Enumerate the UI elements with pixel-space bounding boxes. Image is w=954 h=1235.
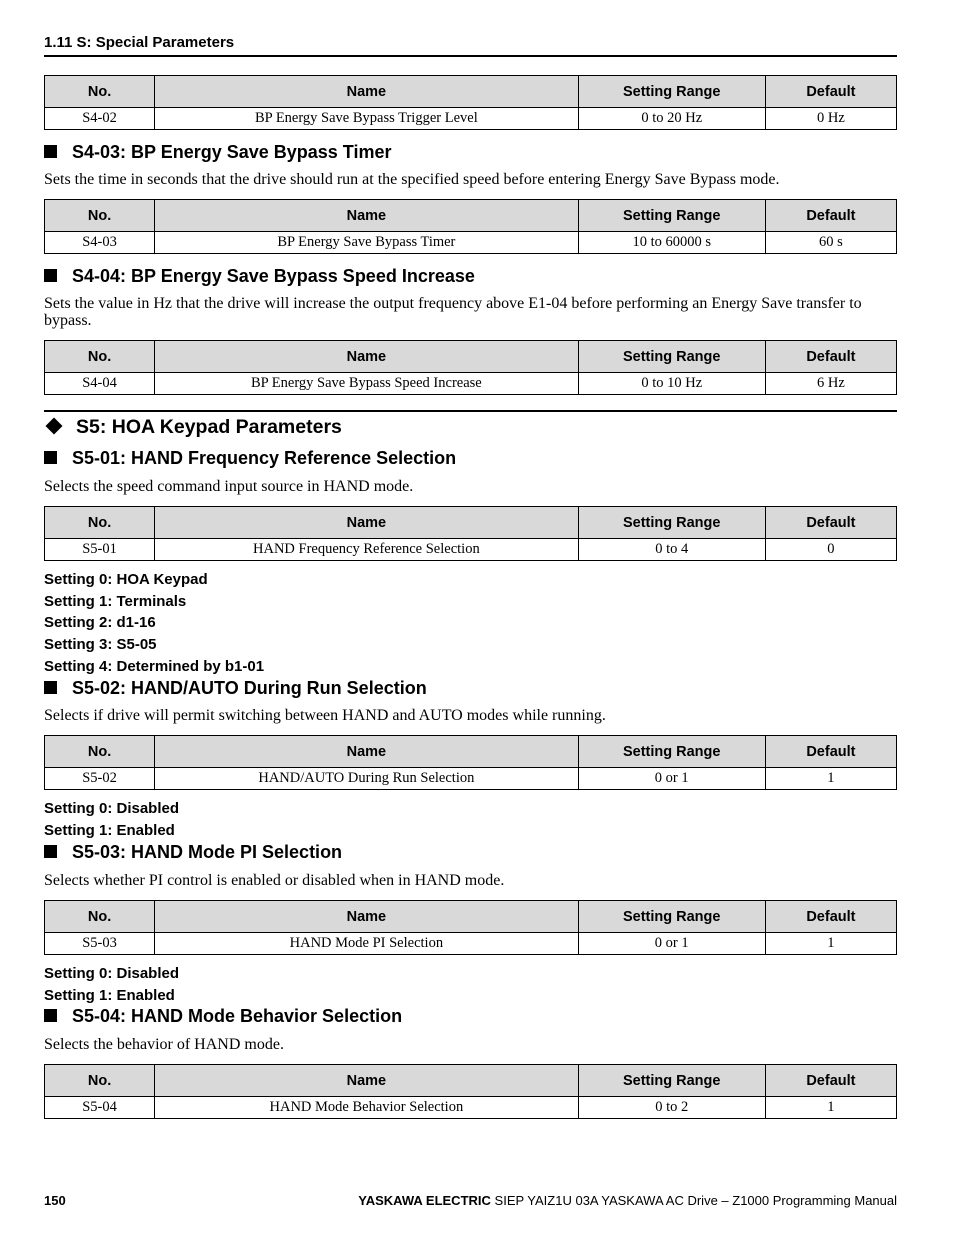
parameter-table-s4-03 — [44, 199, 897, 254]
cell-no: S5-03 — [45, 933, 155, 955]
column-header-no: No. — [45, 736, 155, 768]
cell-no: S4-02 — [45, 108, 155, 130]
column-header-name: Name — [155, 736, 578, 768]
column-header-default: Default — [765, 341, 896, 373]
column-header-range: Setting Range — [578, 200, 765, 232]
cell-no: S4-04 — [45, 373, 155, 395]
table-row — [45, 108, 897, 130]
footer-manual-title: SIEP YAIZ1U 03A YASKAWA AC Drive – Z1000 Programming Manual — [494, 1193, 897, 1208]
parameter-table-s4-02 — [44, 75, 897, 130]
square-bullet-icon — [44, 145, 57, 158]
column-header-default: Default — [765, 76, 896, 108]
description-s5-04: Selects the behavior of HAND mode. — [44, 1036, 284, 1053]
square-bullet-icon — [44, 451, 57, 464]
section-header-title: 1.11 S: Special Parameters — [44, 34, 235, 51]
cell-range: 0 to 20 Hz — [578, 108, 765, 130]
heading-s5-02 — [44, 678, 427, 699]
parameter-table-s5-02 — [44, 735, 897, 790]
column-header-default: Default — [765, 901, 896, 933]
cell-range: 0 to 4 — [578, 539, 765, 561]
setting-item: Setting 3: S5-05 — [44, 636, 157, 653]
cell-name: HAND/AUTO During Run Selection — [155, 768, 578, 790]
heading-text: S5-02: HAND/AUTO During Run Selection — [72, 678, 427, 698]
column-header-no: No. — [45, 200, 155, 232]
description-s5-02: Selects if drive will permit switching between HAND and AUTO modes while running. — [44, 707, 606, 724]
table-row — [45, 933, 897, 955]
cell-default: 0 — [765, 539, 896, 561]
parameter-table-s4-04 — [44, 340, 897, 395]
cell-name: BP Energy Save Bypass Timer — [155, 232, 578, 254]
column-header-default: Default — [765, 200, 896, 232]
setting-item: Setting 0: HOA Keypad — [44, 571, 208, 588]
column-header-no: No. — [45, 901, 155, 933]
setting-item: Setting 1: Terminals — [44, 593, 187, 610]
cell-default: 0 Hz — [765, 108, 896, 130]
table-header-row — [45, 901, 897, 933]
cell-range: 0 to 10 Hz — [578, 373, 765, 395]
column-header-range: Setting Range — [578, 736, 765, 768]
description-s4-03: Sets the time in seconds that the drive should run at the specified speed before entering Energy Save Bypass mode. — [44, 171, 780, 188]
column-header-range: Setting Range — [578, 901, 765, 933]
column-header-default: Default — [765, 736, 896, 768]
column-header-range: Setting Range — [578, 76, 765, 108]
heading-s5-04 — [44, 1006, 402, 1027]
header-rule — [44, 55, 897, 57]
footer-manual-info — [358, 1193, 897, 1208]
setting-item: Setting 1: Enabled — [44, 822, 175, 839]
table-header-row — [45, 736, 897, 768]
table-row — [45, 539, 897, 561]
table-header-row — [45, 1065, 897, 1097]
square-bullet-icon — [44, 1009, 57, 1022]
column-header-no: No. — [45, 341, 155, 373]
section-rule — [44, 410, 897, 412]
cell-default: 6 Hz — [765, 373, 896, 395]
column-header-range: Setting Range — [578, 1065, 765, 1097]
cell-no: S5-01 — [45, 539, 155, 561]
setting-item: Setting 1: Enabled — [44, 987, 175, 1004]
table-header-row — [45, 76, 897, 108]
setting-item: Setting 0: Disabled — [44, 800, 180, 817]
column-header-range: Setting Range — [578, 341, 765, 373]
column-header-name: Name — [155, 200, 578, 232]
square-bullet-icon — [44, 681, 57, 694]
heading-text: S5-01: HAND Frequency Reference Selection — [72, 448, 457, 468]
cell-range: 10 to 60000 s — [578, 232, 765, 254]
heading-s4-03 — [44, 142, 392, 163]
cell-name: HAND Mode PI Selection — [155, 933, 578, 955]
column-header-name: Name — [155, 507, 578, 539]
column-header-no: No. — [45, 507, 155, 539]
heading-s5-03 — [44, 842, 342, 863]
cell-name: HAND Frequency Reference Selection — [155, 539, 578, 561]
table-row — [45, 1097, 897, 1119]
square-bullet-icon — [44, 269, 57, 282]
table-row — [45, 232, 897, 254]
description-s4-04: Sets the value in Hz that the drive will increase the output frequency above E1-04 before performing an Energy Save transfer to bypass. — [44, 295, 862, 329]
setting-item: Setting 4: Determined by b1-01 — [44, 658, 265, 675]
heading-text: S4-04: BP Energy Save Bypass Speed Increase — [72, 266, 475, 286]
column-header-name: Name — [155, 76, 578, 108]
description-s5-03: Selects whether PI control is enabled or disabled when in HAND mode. — [44, 872, 505, 889]
table-header-row — [45, 507, 897, 539]
heading-text: S5: HOA Keypad Parameters — [76, 416, 342, 438]
cell-default: 60 s — [765, 232, 896, 254]
parameter-table-s5-03 — [44, 900, 897, 955]
heading-s4-04 — [44, 266, 475, 287]
description-s5-01: Selects the speed command input source in HAND mode. — [44, 478, 414, 495]
table-header-row — [45, 341, 897, 373]
column-header-no: No. — [45, 1065, 155, 1097]
column-header-no: No. — [45, 76, 155, 108]
column-header-default: Default — [765, 1065, 896, 1097]
cell-range: 0 or 1 — [578, 933, 765, 955]
cell-default: 1 — [765, 1097, 896, 1119]
parameter-table-s5-04 — [44, 1064, 897, 1119]
page-number: 150 — [44, 1193, 66, 1208]
footer-brand: YASKAWA ELECTRIC — [358, 1193, 491, 1208]
heading-s5 — [44, 416, 342, 439]
column-header-name: Name — [155, 901, 578, 933]
setting-item: Setting 0: Disabled — [44, 965, 180, 982]
column-header-name: Name — [155, 1065, 578, 1097]
column-header-name: Name — [155, 341, 578, 373]
cell-range: 0 to 2 — [578, 1097, 765, 1119]
cell-name: BP Energy Save Bypass Speed Increase — [155, 373, 578, 395]
cell-no: S4-03 — [45, 232, 155, 254]
heading-s5-01 — [44, 448, 456, 469]
heading-text: S5-03: HAND Mode PI Selection — [72, 842, 343, 862]
cell-default: 1 — [765, 933, 896, 955]
column-header-default: Default — [765, 507, 896, 539]
square-bullet-icon — [44, 845, 57, 858]
cell-no: S5-02 — [45, 768, 155, 790]
setting-item: Setting 2: d1-16 — [44, 614, 156, 631]
cell-default: 1 — [765, 768, 896, 790]
column-header-range: Setting Range — [578, 507, 765, 539]
heading-text: S5-04: HAND Mode Behavior Selection — [72, 1006, 403, 1026]
table-header-row — [45, 200, 897, 232]
cell-range: 0 or 1 — [578, 768, 765, 790]
parameter-table-s5-01 — [44, 506, 897, 561]
diamond-bullet-icon — [46, 418, 63, 435]
heading-text: S4-03: BP Energy Save Bypass Timer — [72, 142, 392, 162]
cell-name: HAND Mode Behavior Selection — [155, 1097, 578, 1119]
table-row — [45, 373, 897, 395]
table-row — [45, 768, 897, 790]
cell-name: BP Energy Save Bypass Trigger Level — [155, 108, 578, 130]
cell-no: S5-04 — [45, 1097, 155, 1119]
